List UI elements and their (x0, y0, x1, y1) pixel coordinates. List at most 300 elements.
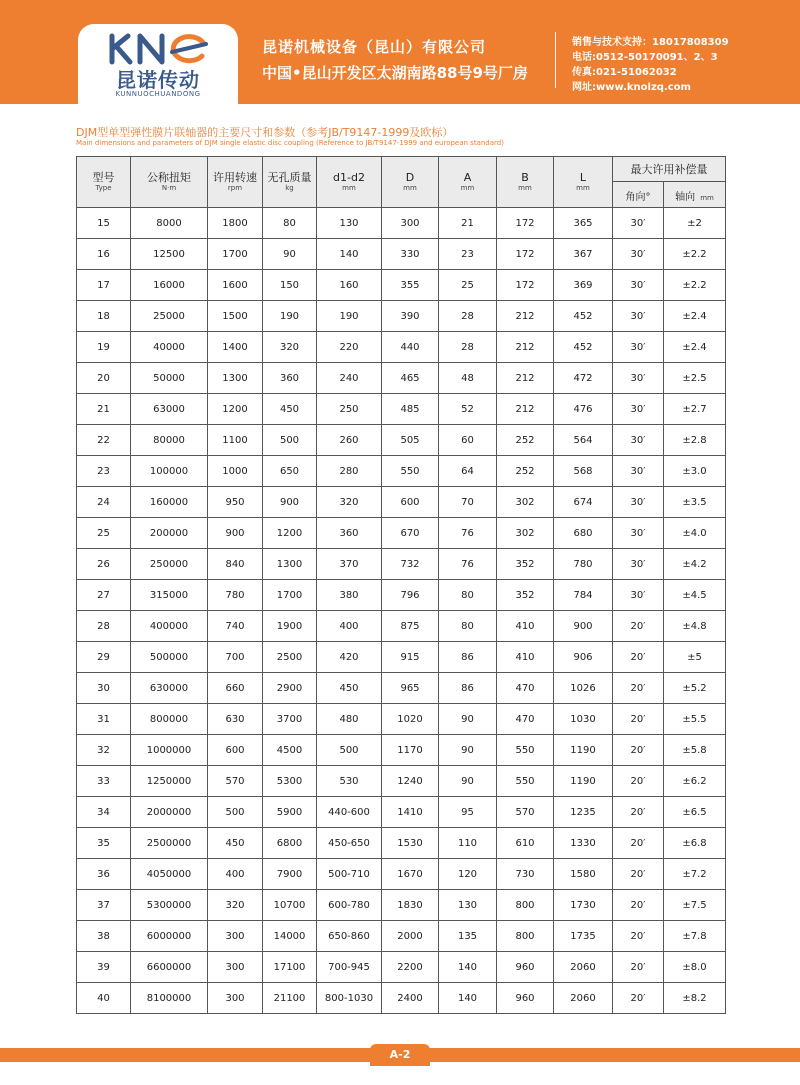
table-cell: 95 (439, 797, 497, 828)
table-cell: 7900 (263, 859, 317, 890)
table-cell: 22 (77, 425, 131, 456)
table-cell: 21 (439, 208, 497, 239)
table-cell: 20′ (613, 952, 664, 983)
table-cell: 2500000 (131, 828, 208, 859)
table-cell: 33 (77, 766, 131, 797)
table-cell: 30′ (613, 549, 664, 580)
table-cell: 76 (439, 549, 497, 580)
table-cell: 172 (497, 208, 554, 239)
table-cell: 140 (439, 983, 497, 1014)
table-cell: 24 (77, 487, 131, 518)
table-cell: 30′ (613, 239, 664, 270)
table-row (77, 642, 726, 673)
table-cell: 30′ (613, 208, 664, 239)
table-cell: 452 (554, 301, 613, 332)
table-cell: ±2.4 (664, 332, 726, 363)
table-cell: 320 (263, 332, 317, 363)
table-cell: 23 (77, 456, 131, 487)
table-cell: 8100000 (131, 983, 208, 1014)
table-cell: 130 (317, 208, 382, 239)
table-cell: 90 (439, 735, 497, 766)
table-cell: 355 (382, 270, 439, 301)
table-cell: 670 (382, 518, 439, 549)
table-cell: 172 (497, 270, 554, 301)
table-cell: 21 (77, 394, 131, 425)
table-cell: 40 (77, 983, 131, 1014)
table-cell: 1500 (208, 301, 263, 332)
table-cell: 370 (317, 549, 382, 580)
table-cell: 20′ (613, 642, 664, 673)
table-cell: 390 (382, 301, 439, 332)
table-cell: 39 (77, 952, 131, 983)
table-row (77, 363, 726, 394)
table-cell: 367 (554, 239, 613, 270)
table-cell: 505 (382, 425, 439, 456)
table-cell: 550 (382, 456, 439, 487)
table-cell: ±8.2 (664, 983, 726, 1014)
table-cell: 20′ (613, 673, 664, 704)
table-cell: 150 (263, 270, 317, 301)
logo-english-name: KUNNUOCHUANDONG (115, 90, 201, 98)
table-cell: 550 (497, 766, 554, 797)
table-cell: ±2 (664, 208, 726, 239)
header-A: A mm (439, 157, 497, 208)
table-cell: 1735 (554, 921, 613, 952)
table-cell: 37 (77, 890, 131, 921)
table-cell: 212 (497, 394, 554, 425)
table-cell: 400000 (131, 611, 208, 642)
table-cell: 280 (317, 456, 382, 487)
table-cell: 2500 (263, 642, 317, 673)
table-cell: 135 (439, 921, 497, 952)
table-cell: 440-600 (317, 797, 382, 828)
table-cell: 680 (554, 518, 613, 549)
table-cell: 465 (382, 363, 439, 394)
table-row (77, 797, 726, 828)
table-cell: ±7.2 (664, 859, 726, 890)
table-cell: 29 (77, 642, 131, 673)
table-row (77, 394, 726, 425)
table-cell: 700-945 (317, 952, 382, 983)
table-row (77, 332, 726, 363)
table-cell: 212 (497, 363, 554, 394)
spec-table (76, 156, 726, 1014)
table-cell: ±7.8 (664, 921, 726, 952)
table-cell: 20′ (613, 921, 664, 952)
contact-sales: 销售与技术支持：18017808309 (572, 37, 729, 48)
table-cell: ±2.8 (664, 425, 726, 456)
table-cell: 1700 (208, 239, 263, 270)
table-cell: ±2.2 (664, 239, 726, 270)
table-cell: 5900 (263, 797, 317, 828)
table-cell: 450-650 (317, 828, 382, 859)
table-cell: 34 (77, 797, 131, 828)
table-cell: 1330 (554, 828, 613, 859)
header-torque: 公称扭矩 N·m (131, 157, 208, 208)
table-cell: 1730 (554, 890, 613, 921)
table-cell: 875 (382, 611, 439, 642)
table-cell: 1830 (382, 890, 439, 921)
table-cell: 470 (497, 673, 554, 704)
table-cell: 25000 (131, 301, 208, 332)
table-cell: 784 (554, 580, 613, 611)
header-axial: 轴向 mm (664, 182, 726, 208)
table-cell: 300 (208, 921, 263, 952)
table-cell: 172 (497, 239, 554, 270)
table-cell: 80 (439, 611, 497, 642)
table-cell: 19 (77, 332, 131, 363)
spec-table-body (77, 208, 726, 1014)
table-cell: ±4.8 (664, 611, 726, 642)
table-row (77, 704, 726, 735)
table-cell: 20′ (613, 983, 664, 1014)
table-cell: 6600000 (131, 952, 208, 983)
table-cell: 212 (497, 301, 554, 332)
table-cell: 28 (77, 611, 131, 642)
table-cell: 4050000 (131, 859, 208, 890)
table-cell: 5300000 (131, 890, 208, 921)
table-cell: 16000 (131, 270, 208, 301)
table-cell: 1600 (208, 270, 263, 301)
table-cell: 800 (497, 890, 554, 921)
table-cell: 190 (317, 301, 382, 332)
table-cell: 320 (208, 890, 263, 921)
table-cell: 36 (77, 859, 131, 890)
table-cell: 1100 (208, 425, 263, 456)
table-cell: 120 (439, 859, 497, 890)
table-cell: 1170 (382, 735, 439, 766)
table-cell: 160000 (131, 487, 208, 518)
table-cell: 64 (439, 456, 497, 487)
table-cell: 1000000 (131, 735, 208, 766)
table-cell: 6000000 (131, 921, 208, 952)
table-cell: 20′ (613, 828, 664, 859)
table-cell: 1300 (208, 363, 263, 394)
table-cell: 564 (554, 425, 613, 456)
table-cell: 220 (317, 332, 382, 363)
table-cell: 915 (382, 642, 439, 673)
kno-logo-icon (106, 32, 210, 66)
table-cell: 365 (554, 208, 613, 239)
table-cell: 20′ (613, 890, 664, 921)
table-cell: 130 (439, 890, 497, 921)
table-cell: 48 (439, 363, 497, 394)
table-cell: ±5.8 (664, 735, 726, 766)
table-cell: 28 (439, 301, 497, 332)
table-cell: 20′ (613, 797, 664, 828)
table-cell: 360 (263, 363, 317, 394)
table-cell: 780 (554, 549, 613, 580)
table-cell: 450 (263, 394, 317, 425)
table-row (77, 952, 726, 983)
table-row (77, 673, 726, 704)
table-cell: ±2.4 (664, 301, 726, 332)
table-cell: 360 (317, 518, 382, 549)
table-cell: 796 (382, 580, 439, 611)
table-cell: 6800 (263, 828, 317, 859)
table-cell: 450 (317, 673, 382, 704)
table-cell: 1300 (263, 549, 317, 580)
table-cell: 380 (317, 580, 382, 611)
header-speed: 许用转速 rpm (208, 157, 263, 208)
table-cell: 20′ (613, 766, 664, 797)
table-cell: 568 (554, 456, 613, 487)
table-title-en: Main dimensions and parameters of DJM single elastic disc coupling (Reference to JB/T9147-1999 and european standard) (76, 139, 504, 147)
logo-chinese-name: 昆诺传动 (116, 68, 200, 92)
header-mass: 无孔质量 kg (263, 157, 317, 208)
table-row (77, 766, 726, 797)
table-cell: 252 (497, 425, 554, 456)
header-compensation: 最大许用补偿量 (613, 157, 726, 182)
table-cell: 50000 (131, 363, 208, 394)
table-cell: 369 (554, 270, 613, 301)
table-cell: 70 (439, 487, 497, 518)
table-cell: 630 (208, 704, 263, 735)
table-cell: 18 (77, 301, 131, 332)
header-B: B mm (497, 157, 554, 208)
table-row (77, 301, 726, 332)
table-cell: 450 (208, 828, 263, 859)
table-cell: 2000000 (131, 797, 208, 828)
table-cell: 30′ (613, 580, 664, 611)
table-cell: 63000 (131, 394, 208, 425)
table-cell: 610 (497, 828, 554, 859)
table-cell: 420 (317, 642, 382, 673)
table-cell: ±3.5 (664, 487, 726, 518)
table-cell: 20′ (613, 704, 664, 735)
table-cell: 1190 (554, 766, 613, 797)
table-cell: 480 (317, 704, 382, 735)
table-cell: 25 (77, 518, 131, 549)
table-cell: 252 (497, 456, 554, 487)
table-cell: 1235 (554, 797, 613, 828)
table-cell: 90 (439, 766, 497, 797)
table-cell: 20 (77, 363, 131, 394)
table-cell: 212 (497, 332, 554, 363)
table-cell: 470 (497, 704, 554, 735)
table-cell: 476 (554, 394, 613, 425)
header-divider (555, 32, 556, 88)
table-cell: 1000 (208, 456, 263, 487)
table-row (77, 580, 726, 611)
table-cell: ±4.2 (664, 549, 726, 580)
table-cell: 250000 (131, 549, 208, 580)
header-D: D mm (382, 157, 439, 208)
table-cell: 1670 (382, 859, 439, 890)
table-cell: 440 (382, 332, 439, 363)
table-cell: 76 (439, 518, 497, 549)
table-cell: 21100 (263, 983, 317, 1014)
table-cell: 8000 (131, 208, 208, 239)
table-cell: 500000 (131, 642, 208, 673)
table-cell: 140 (439, 952, 497, 983)
table-cell: 80 (439, 580, 497, 611)
table-cell: 1900 (263, 611, 317, 642)
table-cell: 100000 (131, 456, 208, 487)
table-cell: 800000 (131, 704, 208, 735)
table-row (77, 890, 726, 921)
table-cell: 27 (77, 580, 131, 611)
table-cell: 90 (263, 239, 317, 270)
table-cell: 1410 (382, 797, 439, 828)
table-cell: 30′ (613, 394, 664, 425)
table-cell: 330 (382, 239, 439, 270)
table-cell: 14000 (263, 921, 317, 952)
table-cell: 30′ (613, 332, 664, 363)
table-cell: 1400 (208, 332, 263, 363)
table-cell: ±4.0 (664, 518, 726, 549)
table-cell: 5300 (263, 766, 317, 797)
table-cell: 25 (439, 270, 497, 301)
table-cell: 960 (497, 983, 554, 1014)
table-cell: ±3.0 (664, 456, 726, 487)
table-cell: 2900 (263, 673, 317, 704)
table-row (77, 859, 726, 890)
table-cell: 190 (263, 301, 317, 332)
table-cell: ±5.2 (664, 673, 726, 704)
table-row (77, 270, 726, 301)
header-type: 型号 Type (77, 157, 131, 208)
table-cell: 23 (439, 239, 497, 270)
table-cell: 352 (497, 549, 554, 580)
table-cell: 2200 (382, 952, 439, 983)
table-cell: 950 (208, 487, 263, 518)
table-cell: ±2.7 (664, 394, 726, 425)
table-row (77, 611, 726, 642)
table-cell: 17100 (263, 952, 317, 983)
table-cell: 30′ (613, 425, 664, 456)
table-cell: 485 (382, 394, 439, 425)
table-cell: 250 (317, 394, 382, 425)
table-cell: 1020 (382, 704, 439, 735)
table-cell: ±8.0 (664, 952, 726, 983)
table-cell: 30′ (613, 518, 664, 549)
table-cell: 1030 (554, 704, 613, 735)
table-cell: 352 (497, 580, 554, 611)
table-cell: 302 (497, 518, 554, 549)
table-cell: 550 (497, 735, 554, 766)
table-cell: ±2.2 (664, 270, 726, 301)
table-cell: 650-860 (317, 921, 382, 952)
table-cell: 4500 (263, 735, 317, 766)
table-cell: ±6.8 (664, 828, 726, 859)
table-cell: 80 (263, 208, 317, 239)
table-cell: 30′ (613, 270, 664, 301)
table-cell: 600 (382, 487, 439, 518)
table-row (77, 239, 726, 270)
table-cell: ±4.5 (664, 580, 726, 611)
table-cell: 400 (208, 859, 263, 890)
table-cell: ±6.5 (664, 797, 726, 828)
table-cell: 900 (554, 611, 613, 642)
table-cell: ±5.5 (664, 704, 726, 735)
table-cell: 500-710 (317, 859, 382, 890)
table-cell: 1026 (554, 673, 613, 704)
table-row (77, 549, 726, 580)
table-cell: 30′ (613, 456, 664, 487)
table-cell: 38 (77, 921, 131, 952)
table-cell: 472 (554, 363, 613, 394)
table-cell: 1240 (382, 766, 439, 797)
table-cell: 35 (77, 828, 131, 859)
table-cell: 140 (317, 239, 382, 270)
table-cell: 20′ (613, 735, 664, 766)
table-cell: ±2.5 (664, 363, 726, 394)
table-cell: 800 (497, 921, 554, 952)
page-number: A-2 (389, 1048, 411, 1061)
table-cell: 300 (382, 208, 439, 239)
table-cell: 30′ (613, 363, 664, 394)
table-row (77, 208, 726, 239)
header-d1d2: d1-d2 mm (317, 157, 382, 208)
table-cell: 17 (77, 270, 131, 301)
table-cell: 1800 (208, 208, 263, 239)
table-cell: ±7.5 (664, 890, 726, 921)
table-cell: 12500 (131, 239, 208, 270)
table-cell: 570 (208, 766, 263, 797)
table-cell: 400 (317, 611, 382, 642)
table-cell: 26 (77, 549, 131, 580)
table-cell: 30 (77, 673, 131, 704)
table-cell: 60 (439, 425, 497, 456)
table-cell: 410 (497, 642, 554, 673)
table-cell: 315000 (131, 580, 208, 611)
header-L: L mm (554, 157, 613, 208)
table-row (77, 456, 726, 487)
table-cell: 600 (208, 735, 263, 766)
table-cell: 300 (208, 983, 263, 1014)
table-cell: 200000 (131, 518, 208, 549)
table-cell: 20′ (613, 859, 664, 890)
table-row (77, 425, 726, 456)
table-cell: 740 (208, 611, 263, 642)
table-row (77, 518, 726, 549)
table-cell: 965 (382, 673, 439, 704)
table-cell: 2060 (554, 983, 613, 1014)
table-cell: 32 (77, 735, 131, 766)
table-cell: 86 (439, 673, 497, 704)
table-cell: 1250000 (131, 766, 208, 797)
table-cell: 110 (439, 828, 497, 859)
table-row (77, 735, 726, 766)
table-cell: 86 (439, 642, 497, 673)
table-cell: 90 (439, 704, 497, 735)
table-cell: 1530 (382, 828, 439, 859)
table-row (77, 983, 726, 1014)
table-cell: 10700 (263, 890, 317, 921)
contact-tel: 电话:0512-50170091、2、3 (572, 52, 718, 63)
table-cell: 40000 (131, 332, 208, 363)
table-cell: 600-780 (317, 890, 382, 921)
table-cell: 1580 (554, 859, 613, 890)
table-cell: 700 (208, 642, 263, 673)
table-cell: 302 (497, 487, 554, 518)
table-cell: 732 (382, 549, 439, 580)
table-cell: 16 (77, 239, 131, 270)
table-row (77, 921, 726, 952)
table-title-cn: DJM型单型弹性膜片联轴器的主要尺寸和参数（参考JB/T9147-1999及欧标） (76, 126, 454, 139)
table-cell: 570 (497, 797, 554, 828)
table-cell: 452 (554, 332, 613, 363)
table-cell: 20′ (613, 611, 664, 642)
table-cell: 530 (317, 766, 382, 797)
table-cell: 240 (317, 363, 382, 394)
table-cell: 320 (317, 487, 382, 518)
table-cell: 30′ (613, 301, 664, 332)
table-cell: 300 (208, 952, 263, 983)
table-cell: 80000 (131, 425, 208, 456)
table-cell: 28 (439, 332, 497, 363)
